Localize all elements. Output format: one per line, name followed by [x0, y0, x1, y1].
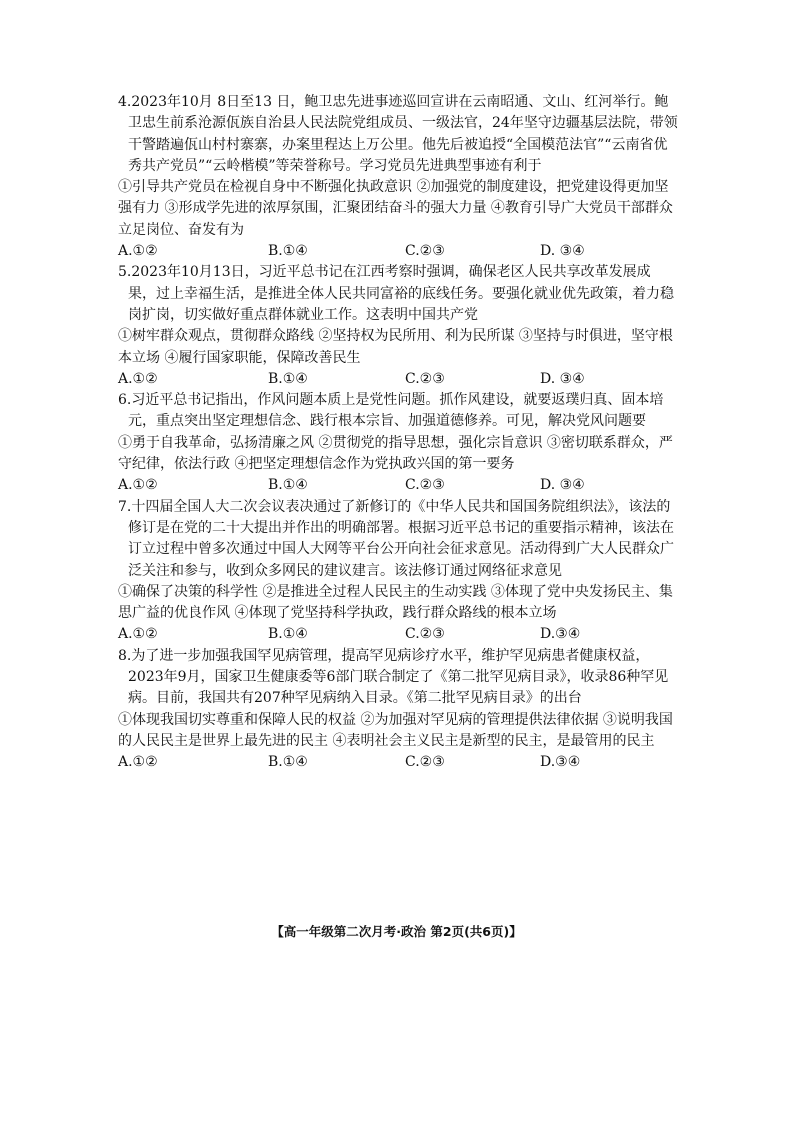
- option-d: D. ③④: [540, 370, 585, 387]
- option-c: C.②③: [405, 477, 445, 494]
- question-stem: 5.2023年10月13日，习近平总书记在江西考察时强调，确保老区人民共享改革发展成果，过上幸福生活，是推进全体人民共同富裕的底线任务。要强化就业优先政策，着力稳岗扩岗，切实做好重点群体就业工作。这表明中国共产党: [118, 264, 674, 323]
- question-statements: ①勇于自我革命，弘扬清廉之风 ②贯彻党的指导思想，强化宗旨意识 ③密切联系群众，严守纪律，依法行政 ④把坚定理想信念作为党执政兴国的第一要务: [118, 434, 673, 473]
- option-d: D. ③④: [540, 477, 585, 494]
- option-b: B.①④: [268, 243, 308, 260]
- option-b: B.①④: [268, 477, 308, 494]
- question-stem: 6.习近平总书记指出，作风问题本质上是党性问题。抓作风建设，就要返璞归真、固本培元，重点突出坚定理想信念、践行根本宗旨、加强道德修养。可见，解决党风问题要: [118, 392, 664, 430]
- question-7: [118, 497, 678, 646]
- question-5: [118, 262, 678, 390]
- option-a: A.①②: [118, 370, 158, 387]
- question-6: [118, 390, 678, 496]
- option-b: B.①④: [268, 626, 308, 643]
- option-c: C.②③: [405, 370, 445, 387]
- answer-options: [118, 241, 678, 262]
- question-statements: ①引导共产党员在检视自身中不断强化执政意识 ②加强党的制度建设，把党建设得更加坚强有力 ③形成学先进的浓厚氛围，汇聚团结奋斗的强大力量 ④教育引导广大党员干部群众立足岗位、奋发有为: [118, 179, 673, 238]
- option-b: B.①④: [268, 370, 308, 387]
- question-statements: ①体现我国切实尊重和保障人民的权益 ②为加强对罕见病的管理提供法律依据 ③说明我国的人民民主是世界上最先进的民主 ④表明社会主义民主是新型的民主，是最管用的民主: [118, 711, 673, 749]
- option-d: D.③④: [540, 754, 581, 771]
- option-c: C.②③: [405, 243, 445, 260]
- answer-options: [118, 475, 678, 496]
- page-footer: 【高一年级第二次月考·政治 第2页(共6页)】: [271, 924, 522, 939]
- option-a: A.①②: [118, 243, 158, 260]
- option-c: C.②③: [405, 626, 445, 643]
- option-b: B.①④: [268, 754, 308, 771]
- option-a: A.①②: [118, 754, 158, 771]
- question-statements: ①确保了决策的科学性 ②是推进全过程人民民主的生动实践 ③体现了党中央发扬民主、集思广益的优良作风 ④体现了党坚持科学执政，践行群众路线的根本立场: [118, 583, 673, 622]
- question-statements: ①树牢群众观点，贯彻群众路线 ②坚持权为民所用、利为民所谋 ③坚持与时俱进，坚守根本立场 ④履行国家职能，保障改善民生: [118, 328, 673, 366]
- question-stem: 8.为了进一步加强我国罕见病管理，提高罕见病诊疗水平，维护罕见病患者健康权益，2023年9月，国家卫生健康委等6部门联合制定了《第二批罕见病目录》，收录86种罕见病。目前，我国共有207种罕见病纳入目录。《第二批罕见病目录》的出台: [118, 647, 669, 707]
- option-a: A.①②: [118, 477, 158, 494]
- question-8: [118, 646, 678, 774]
- question-4: [118, 92, 678, 262]
- question-stem: 4.2023年10月 8日至13 日，鲍卫忠先进事迹巡回宣讲在云南昭通、文山、红河举行。鲍卫忠生前系沧源佤族自治县人民法院党组成员、一级法官，24年坚守边疆基层法院，带领干警踏遍佤山村村寨寨，办案里程达上万公里。他先后被追授“全国模范法官”“云南省优秀共产党员”“云岭楷模”等荣誉称号。学习党员先进典型事迹有利于: [118, 94, 678, 174]
- answer-options: [118, 752, 678, 773]
- answer-options: [118, 369, 678, 390]
- answer-options: [118, 624, 678, 645]
- option-d: D.③④: [540, 626, 581, 643]
- question-page: [118, 92, 678, 774]
- option-d: D. ③④: [540, 243, 585, 260]
- option-a: A.①②: [118, 626, 158, 643]
- option-c: C.②③: [405, 754, 445, 771]
- question-stem: 7.十四届全国人大二次会议表决通过了新修订的《中华人民共和国国务院组织法》，该法的修订是在党的二十大提出并作出的明确部署。根据习近平总书记的重要指示精神，该法在订立过程中曾多次通过中国人大网等平台公开向社会征求意见。活动得到广大人民群众广泛关注和参与，收到众多网民的建议建言。该法修订通过网络征求意见: [118, 498, 674, 579]
